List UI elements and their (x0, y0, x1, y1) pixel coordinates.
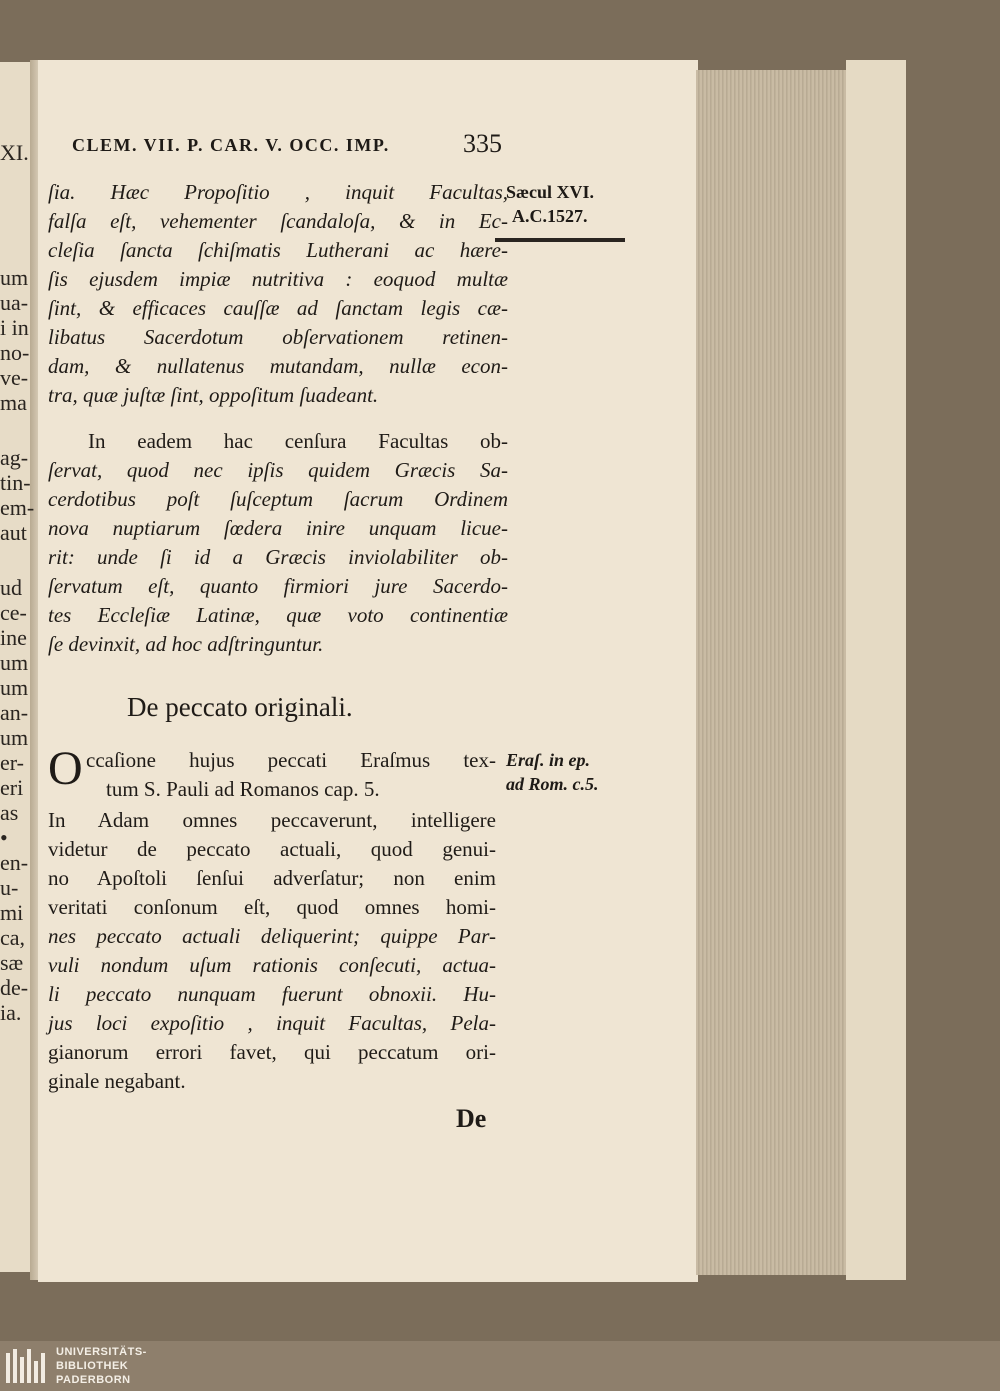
text-line: cerdotibus poſt ſuſceptum ſacrum Ordinem (48, 487, 508, 511)
text-line: ſia. Hæc Propoſitio , inquit Facultas, (48, 180, 508, 204)
margin-reference-2: ad Rom. c.5. (506, 774, 599, 794)
text-line: li peccato nunquam fuerunt obnoxii. Hu- (48, 982, 496, 1006)
page-block-edges (696, 70, 866, 1275)
paragraph-3-opening (86, 746, 496, 804)
text-line: libatus Sacerdotum obſervationem retinen- (48, 325, 508, 349)
margin-note-date (506, 180, 631, 228)
text-line: videtur de peccato actuali, quod genui- (48, 837, 496, 861)
text-line: rit: unde ſi id a Græcis inviolabiliter ob- (48, 545, 508, 569)
text-line: ginale negabant. (48, 1069, 186, 1093)
library-name-line-3: PADERBORN (56, 1374, 131, 1386)
text-line: cleſia ſancta ſchiſmatis Lutherani ac hære- (48, 238, 508, 262)
fragment: um (0, 675, 29, 700)
text-line: ſint, & efficaces cauſſæ ad ſanctam legis cæ- (48, 296, 508, 320)
text-line: ccaſione hujus peccati Eraſmus tex- (86, 748, 496, 772)
drop-cap: O (48, 742, 83, 795)
fragment: um (0, 650, 29, 675)
text-line: tra, quæ juſtæ ſint, oppoſitum ſuadeant. (48, 383, 379, 407)
fragment: tin- (0, 470, 31, 495)
fragment: no- (0, 340, 30, 365)
margin-saeculum: Sæcul XVI. (506, 182, 595, 202)
paragraph-1 (48, 178, 508, 410)
text-line: jus loci expoſitio , inquit Facultas, Pela- (48, 1011, 496, 1035)
text-line: ſervat, quod nec ipſis quidem Græcis Sa- (48, 458, 508, 482)
text-line: ſis ejusdem impiæ nutritiva : eoquod multæ (48, 267, 508, 291)
fragment: ia. (0, 1000, 22, 1025)
fragment: ud (0, 575, 22, 600)
fragment: um (0, 265, 29, 290)
text-line: veritati conſonum eſt, quod omnes homi- (48, 895, 496, 919)
fragment: i in (0, 315, 29, 340)
paragraph-2 (48, 427, 508, 659)
library-name-line-2: BIBLIOTHEK (56, 1360, 129, 1372)
fragment: sæ (0, 950, 24, 975)
book-cover-edge (846, 60, 906, 1280)
catchword: De (456, 1104, 487, 1133)
text-line: falſa eſt, vehementer ſcandaloſa, & in Ec- (48, 209, 508, 233)
fragment: um (0, 725, 29, 750)
fragment: u- (0, 875, 19, 900)
fragment: XI. (0, 140, 29, 165)
margin-note-reference (506, 748, 631, 796)
fragment: aut (0, 520, 27, 545)
paragraph-3 (48, 806, 496, 1096)
text-line: nova nuptiarum ſœdera inire unquam licue- (48, 516, 508, 540)
fragment: ine (0, 625, 27, 650)
fragment: as (0, 800, 19, 825)
left-page-fragments (0, 140, 34, 1025)
margin-year: A.C.1527. (512, 206, 588, 226)
library-footer (0, 1341, 1000, 1391)
library-logo-icon (6, 1349, 48, 1383)
text-line: dam, & nullatenus mutandam, nullæ econ- (48, 354, 508, 378)
fragment: de- (0, 975, 29, 1000)
fragment: an- (0, 700, 29, 725)
fragment: ve- (0, 365, 29, 390)
fragment: em- (0, 495, 34, 520)
fragment: eri (0, 775, 24, 800)
text-line: vuli nondum uſum rationis conſecuti, actua- (48, 953, 496, 977)
text-line: In eadem hac cenſura Facultas ob- (88, 429, 508, 453)
running-head (72, 129, 502, 167)
library-name-line-1: UNIVERSITÄTS- (56, 1346, 147, 1358)
margin-rule (495, 238, 625, 242)
fragment: ce- (0, 600, 27, 625)
text-line: ſervatum eſt, quanto firmiori jure Sacerdo- (48, 574, 508, 598)
section-heading: De peccato originali. (127, 692, 353, 722)
fragment: ag- (0, 445, 29, 470)
text-line: gianorum errori favet, qui peccatum ori- (48, 1040, 496, 1064)
fragment: er- (0, 750, 24, 775)
text-line: no Apoſtoli ſenſui adverſatur; non enim (48, 866, 496, 890)
fragment: • (0, 825, 8, 850)
text-line: tum S. Pauli ad Romanos cap. 5. (106, 777, 380, 801)
fragment: mi (0, 900, 24, 925)
fragment: en- (0, 850, 29, 875)
fragment: ua- (0, 290, 29, 315)
page-number: 335 (463, 129, 502, 158)
running-head-text: CLEM. VII. P. CAR. V. OCC. IMP. (72, 135, 390, 155)
margin-reference-1: Eraſ. in ep. (506, 750, 591, 770)
library-name (56, 1345, 147, 1387)
text-line: nes peccato actuali deliquerint; quippe Par- (48, 924, 496, 948)
text-line: ſe devinxit, ad hoc adſtringuntur. (48, 632, 324, 656)
text-line: In Adam omnes peccaverunt, intelligere (48, 808, 496, 832)
fragment: ca, (0, 925, 26, 950)
fragment: ma (0, 390, 27, 415)
text-line: tes Eccleſiæ Latinæ, quæ voto continentiæ (48, 603, 508, 627)
